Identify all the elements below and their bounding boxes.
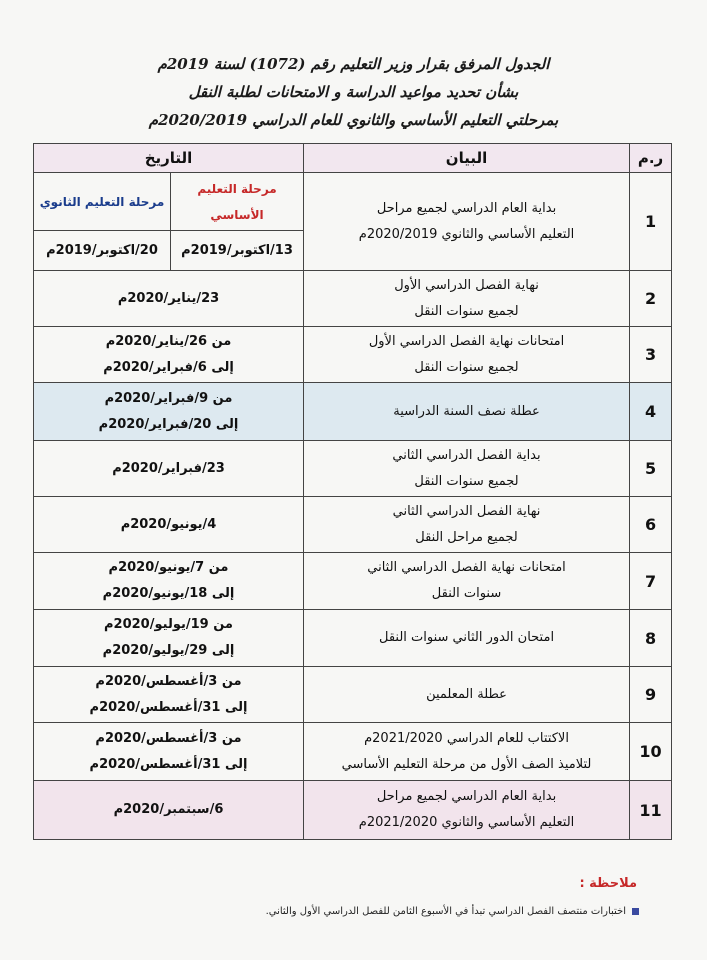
row-desc-line2: التعليم الأساسي والثانوي 2020/2019م: [358, 226, 575, 242]
row-desc: [304, 383, 630, 441]
row-date: [34, 271, 304, 327]
row-num: 10: [630, 723, 672, 781]
row-desc-line2: التعليم الأساسي والثانوي 2021/2020م: [358, 815, 575, 830]
row-date: [34, 383, 304, 441]
subheader-secondary: مرحلة التعليم الثانوي: [34, 173, 171, 231]
row-desc-line1: امتحانات نهاية الفصل الدراسي الثاني: [367, 560, 566, 575]
row-desc-line1: بداية الفصل الدراسي الثاني: [392, 447, 541, 463]
row-desc-line1: عطلة المعلمين: [426, 686, 507, 702]
row-desc-line2: لجميع سنوات النقل: [414, 359, 519, 375]
row-desc-line1: بداية العام الدراسي لجميع مراحل: [376, 200, 557, 216]
table-row: [34, 327, 672, 383]
row-desc: [304, 271, 630, 327]
row-num: 2: [630, 271, 672, 327]
row-desc: [304, 441, 630, 497]
row-date-line2: إلى 31/أغسطس/2020م: [89, 699, 248, 715]
row-num: 1: [630, 173, 672, 271]
row-date-line1: 23/فبراير/2020م: [112, 460, 225, 476]
row-date: [34, 441, 304, 497]
row-num: 4: [630, 383, 672, 441]
row-desc: [304, 497, 630, 553]
row-desc: [304, 610, 630, 667]
row-date-line2: إلى 18/يونيو/2020م: [102, 586, 235, 601]
header-desc: البيان: [304, 144, 630, 173]
row-date: [34, 723, 304, 781]
row-date-line1: 23/يناير/2020م: [117, 290, 220, 306]
row-num: 6: [630, 497, 672, 553]
row-num: 9: [630, 667, 672, 723]
date-basic: 13/اكتوبر/2019م: [171, 231, 304, 271]
row-desc: [304, 723, 630, 781]
table-row: [34, 383, 672, 441]
row-num: 11: [630, 781, 672, 840]
table-header-row: [34, 144, 672, 173]
row-desc-line1: عطلة نصف السنة الدراسية: [393, 403, 540, 419]
note-title: ملاحظة :: [579, 876, 637, 891]
header-date: التاريخ: [34, 144, 304, 173]
table-row: [34, 667, 672, 723]
row-date-line2: إلى 6/فبراير/2020م: [103, 359, 234, 375]
row-date-line1: من 9/فبراير/2020م: [104, 390, 233, 406]
row-date: [34, 610, 304, 667]
schedule-table: [33, 143, 672, 840]
row-desc-line1: نهاية الفصل الدراسي الأول: [394, 277, 539, 293]
table-row: [34, 723, 672, 781]
header-num: ر.م: [630, 144, 672, 173]
row-desc-line2: لجميع مراحل النقل: [415, 529, 518, 545]
row-num: 3: [630, 327, 672, 383]
row-date-line2: إلى 31/أغسطس/2020م: [89, 756, 248, 772]
note-text: اختبارات منتصف الفصل الدراسي تبدأ في الأسبوع الثامن للفصل الدراسي الأول والثاني.: [265, 906, 626, 917]
note-line: [266, 906, 639, 917]
row-num: 8: [630, 610, 672, 667]
row-desc-line1: نهاية الفصل الدراسي الثاني: [392, 503, 541, 519]
row-desc-line2: لجميع سنوات النقل: [414, 303, 519, 319]
table-row: [34, 271, 672, 327]
table-row: [34, 441, 672, 497]
row-date-line2: إلى 20/فبراير/2020م: [98, 416, 239, 432]
table-row: [34, 610, 672, 667]
row-desc-line2: لتلاميذ الصف الأول من مرحلة التعليم الأساسي: [341, 756, 592, 772]
row-date: [34, 497, 304, 553]
table-row: [34, 781, 672, 840]
table-row: [34, 553, 672, 610]
row-date-line2: إلى 29/يوليو/2020م: [102, 643, 235, 658]
row-date-line1: 4/يونيو/2020م: [120, 516, 217, 532]
table-row: [34, 173, 672, 231]
row-date: [34, 327, 304, 383]
date-secondary: 20/اكتوبر/2019م: [34, 231, 171, 271]
row-desc: [304, 781, 630, 840]
heading-line-1: الجدول المرفق بقرار وزير التعليم رقم (1072) لسنة 2019م: [157, 55, 550, 73]
row-desc: [304, 667, 630, 723]
row-desc-line1: امتحانات نهاية الفصل الدراسي الأول: [368, 333, 565, 349]
row-desc-line2: لجميع سنوات النقل: [414, 473, 519, 489]
row-date-line1: من 19/يوليو/2020م: [104, 617, 233, 632]
row-date-line1: من 7/يونيو/2020م: [108, 560, 229, 575]
row-date-line1: من 26/يناير/2020م: [105, 333, 232, 349]
heading-line-2: بشأن تحديد مواعيد الدراسة و الامتحانات لطلبة النقل: [188, 83, 519, 101]
document-heading: [0, 50, 707, 134]
row-desc: [304, 327, 630, 383]
row-date-line1: 6/سبتمبر/2020م: [113, 802, 224, 817]
heading-line-3: بمرحلتي التعليم الأساسي والثانوي للعام الدراسي 2020/2019م: [148, 111, 559, 129]
subheader-basic: مرحلة التعليم الأساسي: [171, 173, 304, 231]
row-date: [34, 781, 304, 840]
row-num: 7: [630, 553, 672, 610]
row-desc-line1: الاكتتاب للعام الدراسي 2021/2020م: [364, 730, 569, 746]
row-desc: [304, 553, 630, 610]
square-bullet-icon: [632, 908, 639, 915]
row-date: [34, 553, 304, 610]
row-date-line1: من 3/أغسطس/2020م: [95, 730, 242, 746]
table-row: [34, 497, 672, 553]
row-desc-line2: سنوات النقل: [431, 586, 502, 601]
row-desc-line1: بداية العام الدراسي لجميع مراحل: [376, 789, 557, 804]
row-num: 5: [630, 441, 672, 497]
row-desc-line1: امتحان الدور الثاني سنوات النقل: [378, 630, 555, 645]
row-desc: [304, 173, 630, 271]
row-date-line1: من 3/أغسطس/2020م: [95, 673, 242, 689]
row-date: [34, 667, 304, 723]
